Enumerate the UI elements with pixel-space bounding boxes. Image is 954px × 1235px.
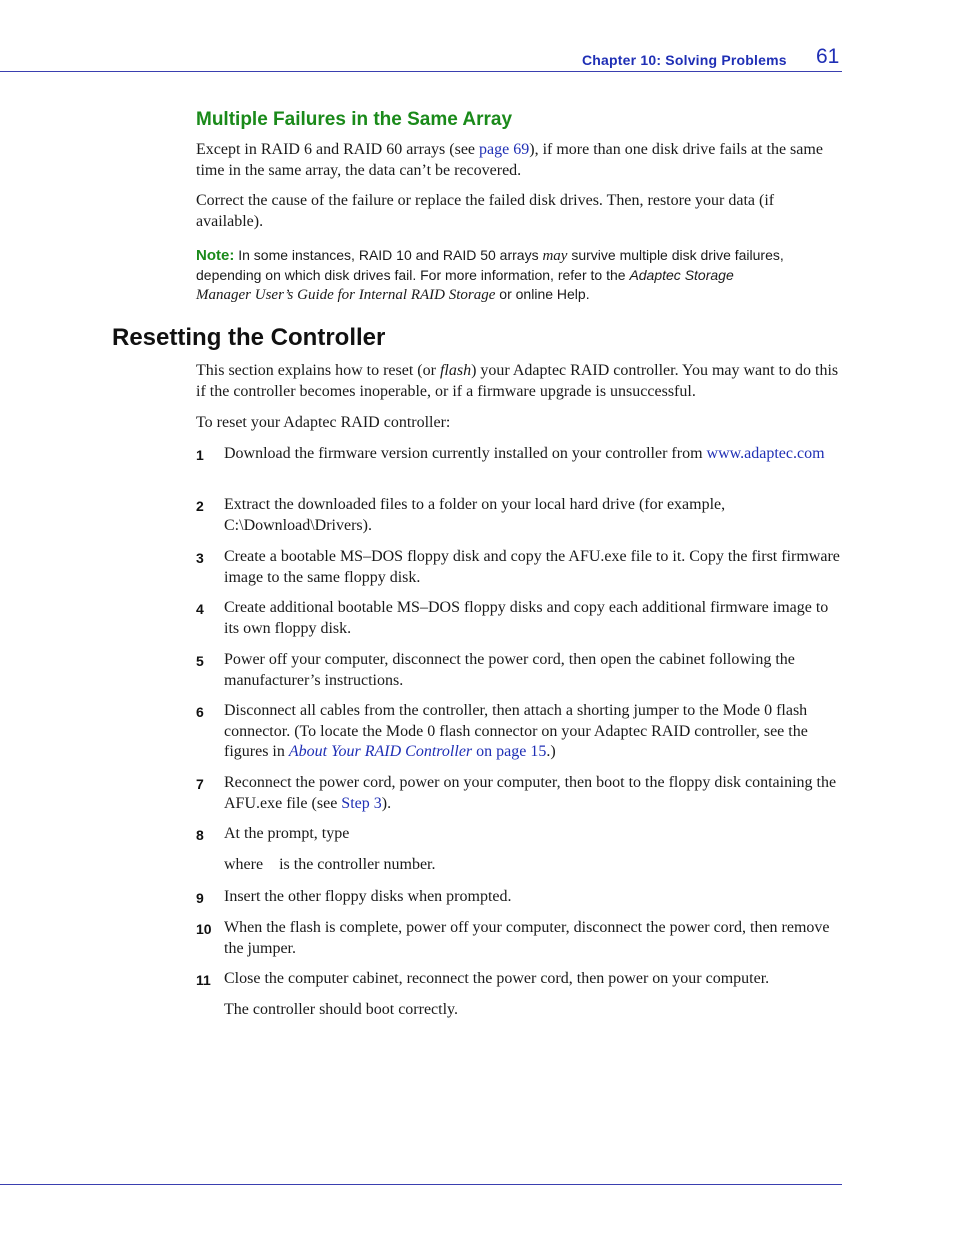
reset-lead: To reset your Adaptec RAID controller: xyxy=(196,414,451,431)
about-raid-controller-link[interactable]: About Your RAID Controller on page 15 xyxy=(288,743,547,760)
step-number: 6 xyxy=(196,704,204,720)
step-number: 10 xyxy=(196,921,212,937)
step-8-subtext: where is the controller number. xyxy=(224,856,436,873)
subsection-heading: Multiple Failures in the Same Array xyxy=(196,109,513,130)
step-2-text: Extract the downloaded files to a folder on your local hard drive (for example, C:\Download\Drivers). xyxy=(224,496,726,534)
header-rule xyxy=(0,71,842,72)
step-9-text: Insert the other floppy disks when prompted. xyxy=(224,888,512,905)
step-3-text: Create a bootable MS–DOS floppy disk and copy the AFU.exe file to it. Copy the first firmware image to the same floppy disk. xyxy=(224,548,840,586)
step-6-text: Disconnect all cables from the controller, then attach a shorting jumper to the Mode 0 flash connector. (To locate the Mode 0 flash connector on your Adaptec RAID controller, see the figures in About Your RAID Controller on page 15.) xyxy=(224,702,808,760)
running-head: Chapter 10: Solving Problems xyxy=(582,52,787,68)
footer-rule xyxy=(0,1184,842,1185)
step-7-text: Reconnect the power cord, power on your computer, then boot to the floppy disk containing the AFU.exe file (see Step 3). xyxy=(224,774,837,812)
step-number: 4 xyxy=(196,601,204,617)
step-number: 11 xyxy=(196,972,211,988)
step-5-text: Power off your computer, disconnect the power cord, then open the cabinet following the manufacturer’s instructions. xyxy=(224,651,795,689)
page-69-link[interactable]: page 69 xyxy=(479,141,530,158)
step-number: 1 xyxy=(196,447,204,463)
page-number: 61 xyxy=(816,45,840,68)
step-11-text: Close the computer cabinet, reconnect the power cord, then power on your computer. xyxy=(224,970,770,987)
step-number: 7 xyxy=(196,776,204,792)
section-heading: Resetting the Controller xyxy=(112,324,386,351)
step-8-text: At the prompt, type xyxy=(224,825,350,842)
adaptec-website-link[interactable]: www.adaptec.com xyxy=(706,445,825,462)
step-number: 2 xyxy=(196,498,204,514)
step-10-text: When the flash is complete, power off your computer, disconnect the power cord, then remove the jumper. xyxy=(224,919,830,957)
step-4-text: Create additional bootable MS–DOS floppy disks and copy each additional firmware image to its own floppy disk. xyxy=(224,599,829,637)
step-11-subtext: The controller should boot correctly. xyxy=(224,1001,458,1018)
failures-paragraph-2: Correct the cause of the failure or replace the failed disk drives. Then, restore your data (if available). xyxy=(196,192,775,230)
note-block: Note: In some instances, RAID 10 and RAID 50 arrays may survive multiple disk drive failures, depending on which disk drives fail. For more information, refer to the Adaptec Storage Manager User’s Guide for Internal RAID Storage or online Help. xyxy=(196,247,784,303)
failures-paragraph-1: Except in RAID 6 and RAID 60 arrays (see page 69), if more than one disk drive fails at the same time in the same array, the data can’t be recovered. xyxy=(196,141,823,179)
step-number: 8 xyxy=(196,827,204,843)
reset-intro: This section explains how to reset (or flash) your Adaptec RAID controller. You may want to do this if the controller becomes inoperable, or if a firmware upgrade is unsuccessful. xyxy=(196,362,839,400)
step-3-link[interactable]: Step 3 xyxy=(341,794,382,812)
step-number: 3 xyxy=(196,550,204,566)
step-number: 9 xyxy=(196,890,204,906)
note-label: Note: xyxy=(196,247,235,264)
step-1-text: Download the firmware version currently installed on your controller from www.adaptec.com xyxy=(224,445,825,462)
step-number: 5 xyxy=(196,653,204,669)
